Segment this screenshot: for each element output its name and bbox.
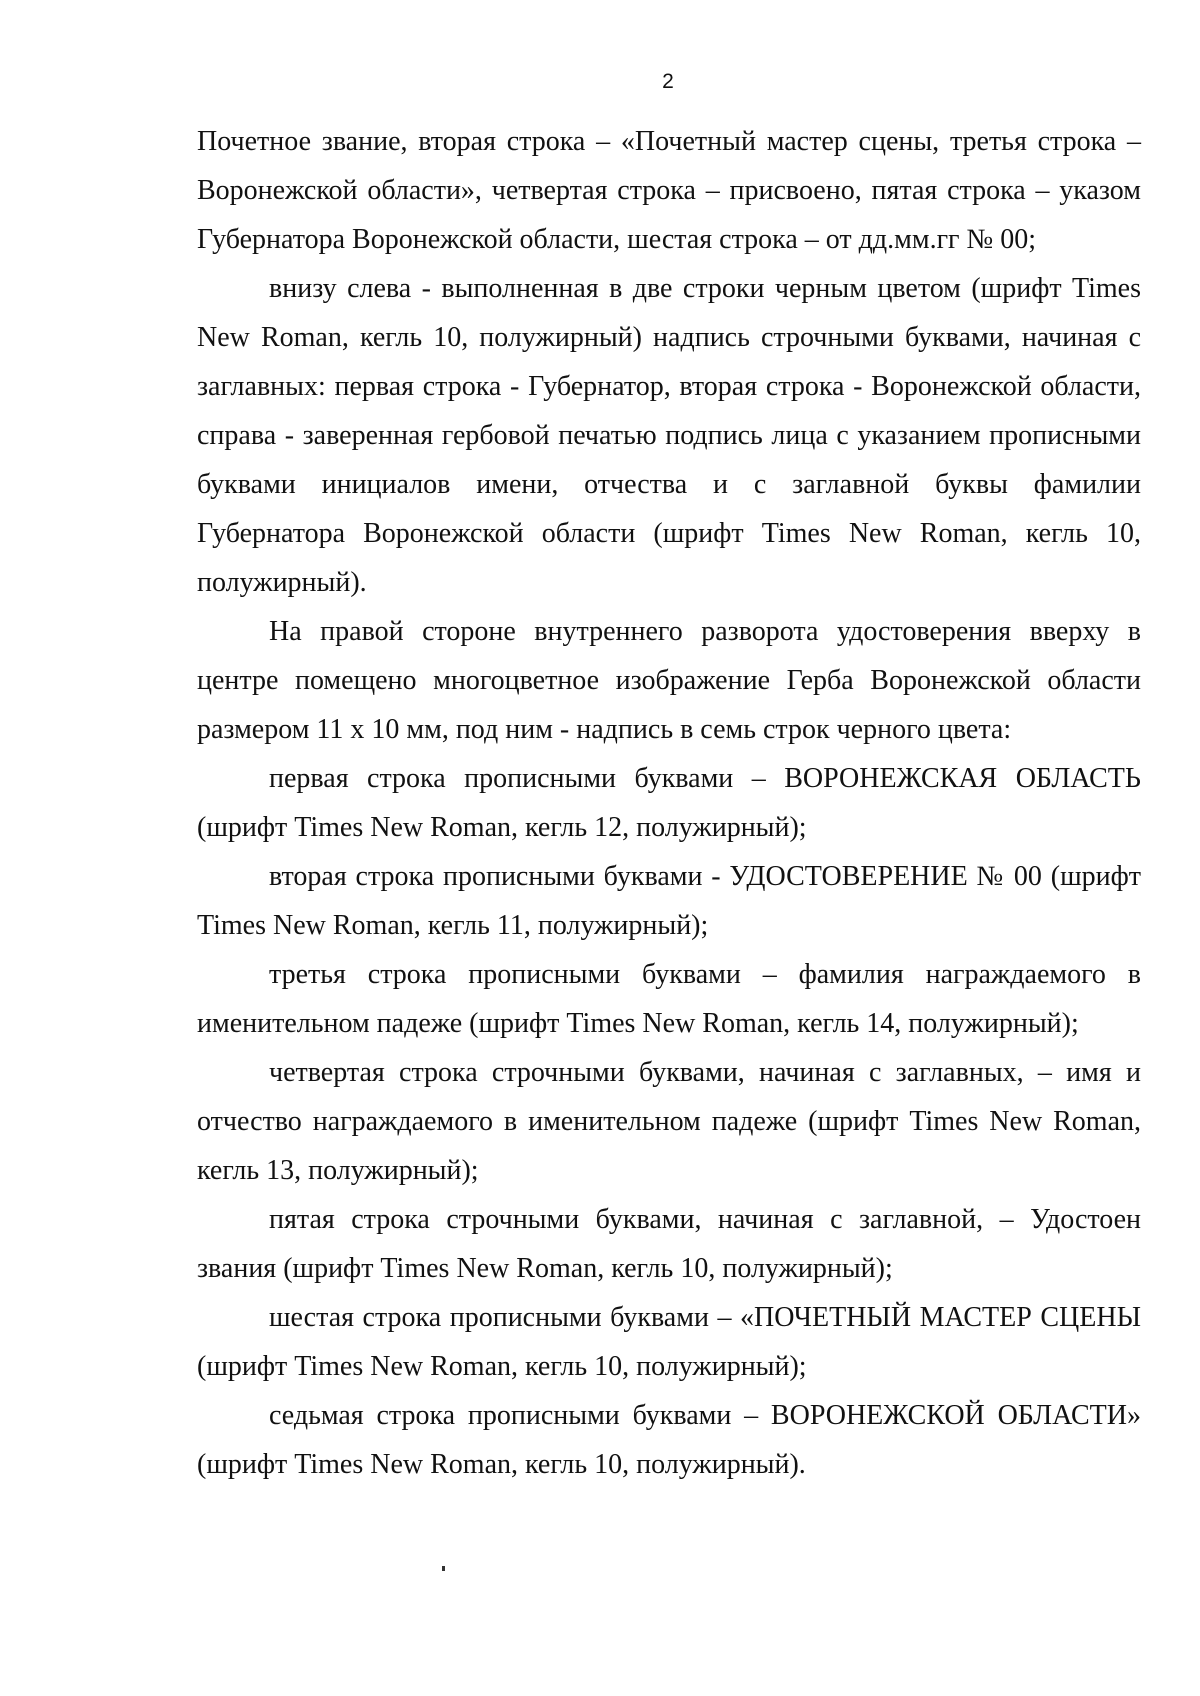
paragraph: седьмая строка прописными буквами – ВОРОНЕЖСКОЙ ОБЛАСТИ» (шрифт Times New Roman, кегль 10, полужирный).: [197, 1400, 1141, 1480]
paragraph: На правой стороне внутреннего разворота удостоверения вверху в центре помещено многоцветное изображение Герба Воронежской области размером 11 х 10 мм, под ним - надпись в семь строк черного цвета:: [197, 616, 1141, 745]
paragraph: внизу слева - выполненная в две строки черным цветом (шрифт Times New Roman, кегль 10, полужирный) надпись строчными буквами, начиная с заглавных: первая строка - Губернатор, вторая строка - Воронежской области, справа - заверенная гербовой печатью подпись лица с указанием прописными буквами инициалов имени, отчества и с заглавной буквы фамилии Губернатора Воронежской области (шрифт Times New Roman, кегль 10, полужирный).: [197, 273, 1141, 598]
paragraph: пятая строка строчными буквами, начиная с заглавной, – Удостоен звания (шрифт Times New Roman, кегль 10, полужирный);: [197, 1204, 1141, 1284]
paragraph: вторая строка прописными буквами - УДОСТОВЕРЕНИЕ № 00 (шрифт Times New Roman, кегль 11, полужирный);: [197, 861, 1141, 941]
paragraph: третья строка прописными буквами – фамилия награждаемого в именительном падеже (шрифт Times New Roman, кегль 14, полужирный);: [197, 959, 1141, 1039]
paragraph: шестая строка прописными буквами – «ПОЧЕТНЫЙ МАСТЕР СЦЕНЫ (шрифт Times New Roman, кегль 10, полужирный);: [197, 1302, 1141, 1382]
document-body: [197, 117, 1141, 1489]
page-number: 2: [662, 70, 674, 93]
paragraph: первая строка прописными буквами – ВОРОНЕЖСКАЯ ОБЛАСТЬ (шрифт Times New Roman, кегль 12, полужирный);: [197, 763, 1141, 843]
scan-speck: [442, 1566, 445, 1571]
paragraph: Почетное звание, вторая строка – «Почетный мастер сцены, третья строка – Воронежской области», четвертая строка – присвоено, пятая строка – указом Губернатора Воронежской области, шестая строка – от дд.мм.гг № 00;: [197, 126, 1141, 255]
paragraph: четвертая строка строчными буквами, начиная с заглавных, – имя и отчество награждаемого в именительном падеже (шрифт Times New Roman, кегль 13, полужирный);: [197, 1057, 1141, 1186]
